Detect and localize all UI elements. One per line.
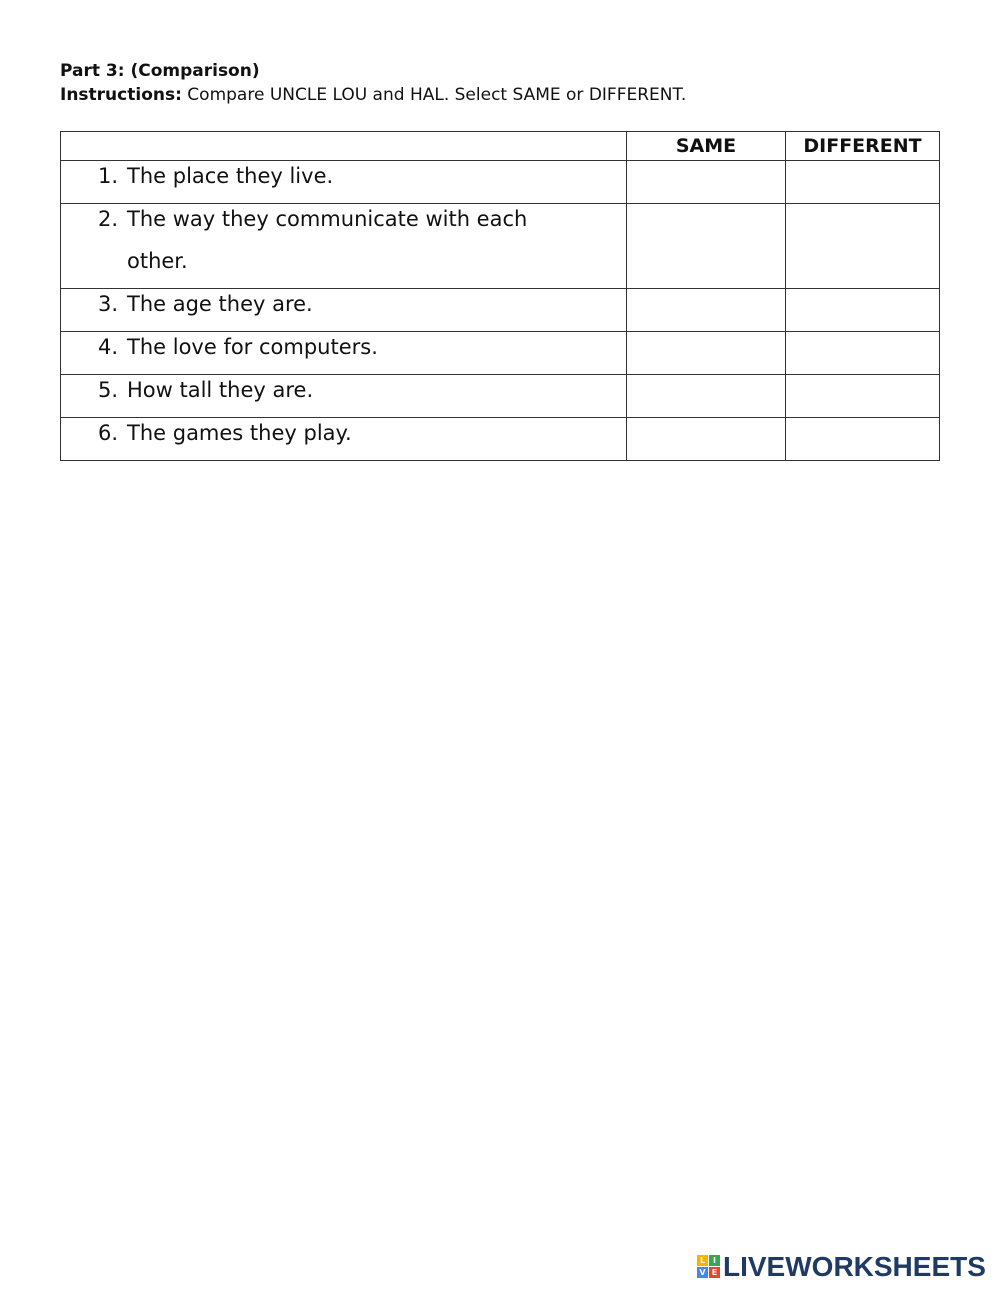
different-answer-cell[interactable] — [786, 204, 940, 289]
same-answer-cell[interactable] — [627, 204, 786, 289]
logo-mark-letter: E — [709, 1267, 720, 1278]
item-number: 4. — [98, 335, 119, 359]
different-answer-cell[interactable] — [786, 161, 940, 204]
logo-text: LIVEWORKSHEETS — [723, 1251, 986, 1282]
table-row — [61, 418, 940, 461]
item-number: 6. — [98, 421, 119, 445]
item-text: The place they live. — [127, 164, 334, 188]
same-answer-cell[interactable] — [627, 161, 786, 204]
logo-mark-letter: L — [697, 1255, 708, 1266]
item-text: The age they are. — [127, 292, 313, 316]
same-answer-cell[interactable] — [627, 289, 786, 332]
liveworksheets-logo — [697, 1252, 986, 1282]
logo-mark-letter: V — [697, 1267, 708, 1278]
column-header-different: DIFFERENT — [786, 132, 940, 161]
same-answer-cell[interactable] — [627, 375, 786, 418]
item-number: 3. — [98, 292, 119, 316]
instructions — [60, 84, 686, 106]
logo-mark-icon — [697, 1255, 721, 1279]
item-text: The love for computers. — [127, 335, 378, 359]
different-answer-cell[interactable] — [786, 375, 940, 418]
instructions-label: Instructions: — [60, 85, 182, 105]
table-row — [61, 204, 940, 289]
item-text: The way they communicate with each other. — [127, 207, 528, 273]
item-number: 5. — [98, 378, 119, 402]
different-answer-cell[interactable] — [786, 332, 940, 375]
different-answer-cell[interactable] — [786, 418, 940, 461]
statement-cell — [61, 418, 627, 461]
column-header-same: SAME — [627, 132, 786, 161]
item-text: The games they play. — [127, 421, 352, 445]
different-answer-cell[interactable] — [786, 289, 940, 332]
statement-cell — [61, 204, 627, 289]
comparison-table — [60, 131, 940, 461]
section-heading: Part 3: (Comparison) — [60, 61, 260, 81]
same-answer-cell[interactable] — [627, 332, 786, 375]
logo-mark-letter: I — [709, 1255, 720, 1266]
item-text: How tall they are. — [127, 378, 314, 402]
instructions-text: Compare UNCLE LOU and HAL. Select SAME or DIFFERENT. — [187, 85, 687, 105]
same-answer-cell[interactable] — [627, 418, 786, 461]
item-number: 1. — [98, 164, 119, 188]
item-number: 2. — [98, 207, 119, 231]
